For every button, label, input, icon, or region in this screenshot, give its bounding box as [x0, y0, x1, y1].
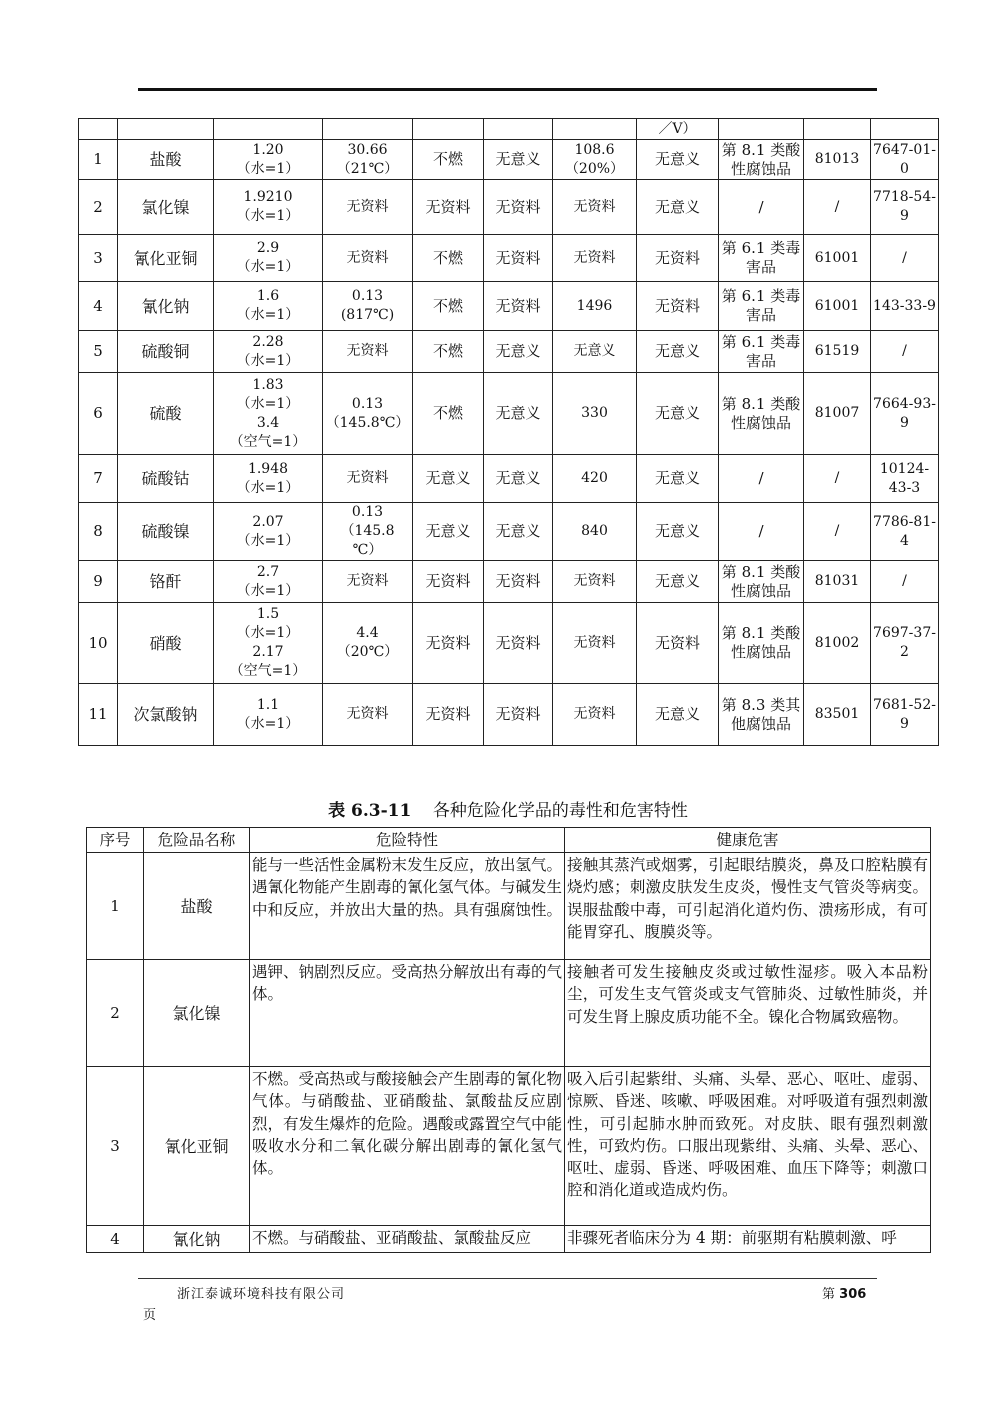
cell-health: 非骤死者临床分为 4 期：前驱期有粘膜刺激、呼 [565, 1226, 931, 1253]
table-header-fragment-row [79, 119, 939, 140]
cell-boiling-point: 108.6 （20%） [553, 140, 637, 180]
cell-boiling-point: 无资料 [553, 561, 637, 603]
cell-name: 硫酸 [118, 373, 214, 455]
cell-ignition: 无资料 [484, 282, 553, 331]
cell-hazard-class: / [719, 180, 804, 235]
cell-density: 1.83 （水=1） 3.4 （空气=1） [214, 373, 323, 455]
cell-no: 2 [87, 960, 144, 1067]
cell-un-code: 83501 [804, 684, 871, 746]
cell-name: 氰化钠 [118, 282, 214, 331]
cell-un-code: / [804, 455, 871, 503]
cell-danger: 不燃。受高热或与酸接触会产生剧毒的氰化物气体。与硝酸盐、亚硝酸盐、氯酸盐反应剧烈，有发生爆炸的危险。遇酸或露置空气中能吸收水分和二氧化碳分解出剧毒的氰化氢气体。 [250, 1067, 565, 1226]
table-row [79, 603, 939, 684]
cell-flash-point: 无资料 [413, 684, 484, 746]
table-row [79, 561, 939, 603]
cell-no: 7 [79, 455, 118, 503]
cell-danger: 遇钾、钠剧烈反应。受高热分解放出有毒的气体。 [250, 960, 565, 1067]
cell-danger: 不燃。与硝酸盐、亚硝酸盐、氯酸盐反应 [250, 1226, 565, 1253]
cell-hazard-class: 第 6.1 类毒害品 [719, 331, 804, 373]
cell-cas: 7681-52-9 [871, 684, 939, 746]
cell-name: 硝酸 [118, 603, 214, 684]
cell-density: 1.9210 （水=1） [214, 180, 323, 235]
header-fragment: ／V） [637, 119, 719, 140]
table-row [79, 503, 939, 561]
cell-vapor-pressure: 无资料 [323, 331, 413, 373]
cell-name: 氯化镍 [118, 180, 214, 235]
cell-no: 8 [79, 503, 118, 561]
cell-density: 1.1 （水=1） [214, 684, 323, 746]
cell-un-code: / [804, 180, 871, 235]
cell-no: 1 [79, 140, 118, 180]
cell-flash-point: 无意义 [413, 503, 484, 561]
cell-density: 1.6 （水=1） [214, 282, 323, 331]
cell-boiling-point: 420 [553, 455, 637, 503]
cell-hazard-class: 第 8.3 类其他腐蚀品 [719, 684, 804, 746]
cell-vapor-pressure: 无资料 [323, 180, 413, 235]
cell-un-code: 81007 [804, 373, 871, 455]
cell-explosion-limit: 无意义 [637, 684, 719, 746]
cell-explosion-limit: 无意义 [637, 561, 719, 603]
cell-density: 2.9 （水=1） [214, 235, 323, 282]
cell-no: 10 [79, 603, 118, 684]
cell-no: 3 [87, 1067, 144, 1226]
table-row [79, 455, 939, 503]
cell-boiling-point: 无资料 [553, 603, 637, 684]
cell-no: 6 [79, 373, 118, 455]
cell-name: 盐酸 [118, 140, 214, 180]
table-row [79, 684, 939, 746]
cell-cas: 7786-81-4 [871, 503, 939, 561]
header-no: 序号 [87, 828, 144, 853]
cell-density: 2.07 （水=1） [214, 503, 323, 561]
cell-density: 1.20 （水=1） [214, 140, 323, 180]
table-row [79, 140, 939, 180]
cell-name: 盐酸 [144, 853, 250, 960]
cell-un-code: 81031 [804, 561, 871, 603]
footer-page [822, 1283, 866, 1302]
cell-vapor-pressure: 0.13 （145.8℃） [323, 373, 413, 455]
cell-ignition: 无意义 [484, 140, 553, 180]
cell-un-code: 81013 [804, 140, 871, 180]
cell-explosion-limit: 无意义 [637, 331, 719, 373]
cell-boiling-point: 无意义 [553, 331, 637, 373]
footer-page-suffix: 页 [143, 1308, 157, 1323]
cell-health: 吸入后引起紫绀、头痛、头晕、恶心、呕吐、虚弱、惊厥、昏迷、咳嗽、呼吸困难。对呼吸道有强烈刺激性，可引起肺水肿而致死。对皮肤、眼有强烈刺激性，可致灼伤。口服出现紫绀、头痛、头晕、恶心、呕吐、虚弱、昏迷、呼吸困难、血压下降等；刺激口腔和消化道或造成灼伤。 [565, 1067, 931, 1226]
cell-no: 4 [87, 1226, 144, 1253]
toxicity-table [86, 827, 931, 1253]
cell-cas: 7647-01-0 [871, 140, 939, 180]
cell-vapor-pressure: 无资料 [323, 455, 413, 503]
cell-explosion-limit: 无意义 [637, 180, 719, 235]
cell-vapor-pressure: 无资料 [323, 235, 413, 282]
cell-no: 3 [79, 235, 118, 282]
cell-un-code: 61001 [804, 235, 871, 282]
cell-health: 接触者可发生接触皮炎或过敏性湿疹。吸入本品粉尘，可发生支气管炎或支气管肺炎、过敏性肺炎，并可发生肾上腺皮质功能不全。镍化合物属致癌物。 [565, 960, 931, 1067]
footer-company: 浙江泰诚环境科技有限公司 [177, 1287, 346, 1302]
cell-explosion-limit: 无资料 [637, 603, 719, 684]
cell-flash-point: 无资料 [413, 180, 484, 235]
cell-no: 4 [79, 282, 118, 331]
cell-ignition: 无资料 [484, 561, 553, 603]
footer-rule [138, 1278, 877, 1279]
cell-hazard-class: 第 6.1 类毒害品 [719, 235, 804, 282]
cell-name: 硫酸铜 [118, 331, 214, 373]
table-row [79, 282, 939, 331]
cell-vapor-pressure: 4.4 （20℃） [323, 603, 413, 684]
cell-boiling-point: 无资料 [553, 180, 637, 235]
cell-explosion-limit: 无意义 [637, 455, 719, 503]
cell-vapor-pressure: 0.13 (817℃) [323, 282, 413, 331]
cell-hazard-class: / [719, 455, 804, 503]
cell-health: 接触其蒸汽或烟雾，引起眼结膜炎，鼻及口腔粘膜有烧灼感；刺激皮肤发生皮炎，慢性支气管炎等病变。误服盐酸中毒，可引起消化道灼伤、溃疡形成，有可能胃穿孔、腹膜炎等。 [565, 853, 931, 960]
cell-hazard-class: 第 8.1 类酸性腐蚀品 [719, 140, 804, 180]
cell-name: 次氯酸钠 [118, 684, 214, 746]
table-row [87, 1067, 931, 1226]
cell-ignition: 无资料 [484, 180, 553, 235]
cell-no: 9 [79, 561, 118, 603]
cell-explosion-limit: 无意义 [637, 373, 719, 455]
cell-flash-point: 不燃 [413, 331, 484, 373]
cell-cas: 7697-37-2 [871, 603, 939, 684]
cell-vapor-pressure: 无资料 [323, 684, 413, 746]
cell-hazard-class: / [719, 503, 804, 561]
cell-ignition: 无资料 [484, 603, 553, 684]
cell-name: 氰化亚铜 [118, 235, 214, 282]
cell-hazard-class: 第 8.1 类酸性腐蚀品 [719, 603, 804, 684]
cell-cas: 143-33-9 [871, 282, 939, 331]
cell-flash-point: 无资料 [413, 603, 484, 684]
header-danger: 危险特性 [250, 828, 565, 853]
cell-ignition: 无资料 [484, 684, 553, 746]
cell-explosion-limit: 无资料 [637, 235, 719, 282]
cell-name: 铬酐 [118, 561, 214, 603]
cell-un-code: / [804, 503, 871, 561]
caption-title: 各种危险化学品的毒性和危害特性 [432, 801, 688, 821]
cell-explosion-limit: 无资料 [637, 282, 719, 331]
cell-name: 硫酸镍 [118, 503, 214, 561]
cell-boiling-point: 无资料 [553, 235, 637, 282]
cell-no: 2 [79, 180, 118, 235]
cell-density: 2.7 （水=1） [214, 561, 323, 603]
cell-un-code: 81002 [804, 603, 871, 684]
cell-boiling-point: 840 [553, 503, 637, 561]
table-row [79, 180, 939, 235]
cell-name: 硫酸钴 [118, 455, 214, 503]
cell-flash-point: 不燃 [413, 140, 484, 180]
cell-hazard-class: 第 8.1 类酸性腐蚀品 [719, 373, 804, 455]
cell-boiling-point: 1496 [553, 282, 637, 331]
cell-ignition: 无资料 [484, 235, 553, 282]
cell-cas: / [871, 561, 939, 603]
cell-name: 氰化亚铜 [144, 1067, 250, 1226]
cell-boiling-point: 330 [553, 373, 637, 455]
cell-ignition: 无意义 [484, 503, 553, 561]
table-row [79, 373, 939, 455]
cell-flash-point: 无意义 [413, 455, 484, 503]
cell-explosion-limit: 无意义 [637, 140, 719, 180]
cell-cas: / [871, 235, 939, 282]
cell-cas: / [871, 331, 939, 373]
cell-hazard-class: 第 6.1 类毒害品 [719, 282, 804, 331]
properties-table [78, 118, 939, 746]
table-row [79, 235, 939, 282]
header-health: 健康危害 [565, 828, 931, 853]
cell-flash-point: 不燃 [413, 373, 484, 455]
cell-ignition: 无意义 [484, 331, 553, 373]
cell-flash-point: 无资料 [413, 561, 484, 603]
page-number: 306 [839, 1287, 867, 1302]
cell-vapor-pressure: 无资料 [323, 561, 413, 603]
cell-boiling-point: 无资料 [553, 684, 637, 746]
cell-ignition: 无意义 [484, 455, 553, 503]
cell-density: 1.948 （水=1） [214, 455, 323, 503]
table-row [87, 960, 931, 1067]
cell-density: 2.28 （水=1） [214, 331, 323, 373]
cell-name: 氯化镍 [144, 960, 250, 1067]
cell-no: 11 [79, 684, 118, 746]
caption-number: 表 6.3-11 [328, 801, 412, 821]
cell-flash-point: 不燃 [413, 235, 484, 282]
header-rule [138, 88, 877, 91]
table-caption [86, 800, 930, 822]
cell-flash-point: 不燃 [413, 282, 484, 331]
cell-vapor-pressure: 0.13 （145.8 ℃） [323, 503, 413, 561]
cell-no: 5 [79, 331, 118, 373]
cell-name: 氰化钠 [144, 1226, 250, 1253]
cell-density: 1.5 （水=1） 2.17 （空气=1） [214, 603, 323, 684]
cell-cas: 7718-54-9 [871, 180, 939, 235]
cell-un-code: 61001 [804, 282, 871, 331]
table-row [87, 853, 931, 960]
cell-un-code: 61519 [804, 331, 871, 373]
table-row [79, 331, 939, 373]
cell-hazard-class: 第 8.1 类酸性腐蚀品 [719, 561, 804, 603]
cell-vapor-pressure: 30.66 （21℃） [323, 140, 413, 180]
table-header-row [87, 828, 931, 853]
cell-cas: 7664-93-9 [871, 373, 939, 455]
table-row [87, 1226, 931, 1253]
page-prefix: 第 [822, 1287, 836, 1302]
cell-explosion-limit: 无意义 [637, 503, 719, 561]
cell-ignition: 无意义 [484, 373, 553, 455]
cell-no: 1 [87, 853, 144, 960]
cell-cas: 10124-43-3 [871, 455, 939, 503]
cell-danger: 能与一些活性金属粉末发生反应，放出氢气。遇氰化物能产生剧毒的氰化氢气体。与碱发生中和反应，并放出大量的热。具有强腐蚀性。 [250, 853, 565, 960]
header-name: 危险品名称 [144, 828, 250, 853]
